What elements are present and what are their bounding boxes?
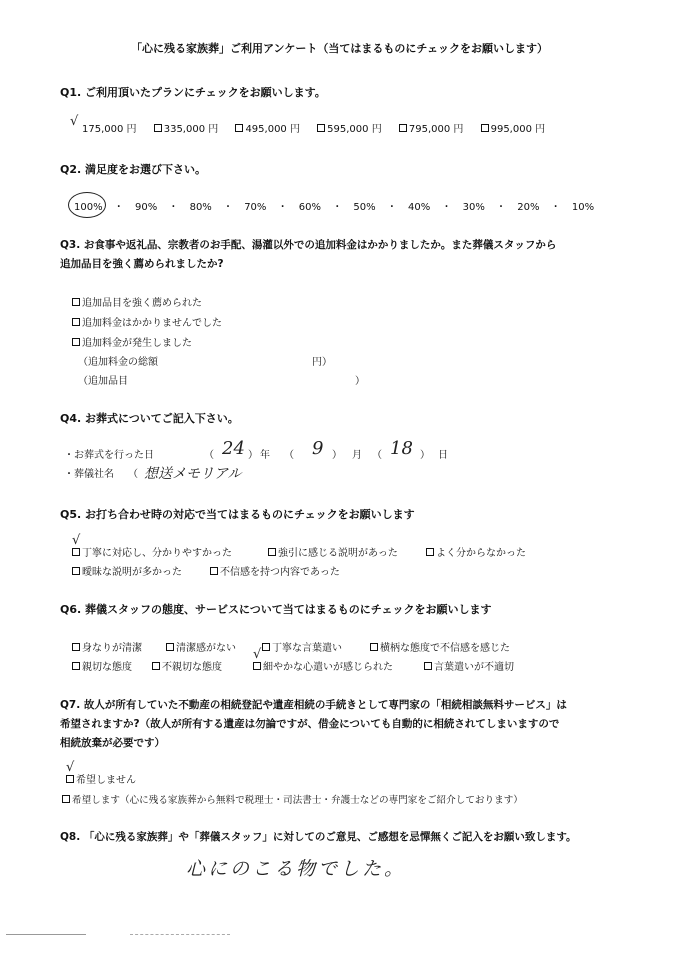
separator: ・ [386,202,397,213]
checkmark-icon: √ [70,114,79,129]
q4-day-value[interactable]: 18 [390,438,413,459]
q1-label: Q1. ご利用頂いたプランにチェックをお願いします。 [60,86,326,99]
q1-option-495000[interactable]: 495,000 円 [235,124,300,135]
q5-label: Q5. お打ち合わせ時の対応で当てはまるものにチェックをお願いします [60,508,415,521]
q1-option-335000[interactable]: 335,000 円 [154,124,219,135]
q3-amount-unit: 円） [312,357,332,368]
q2-option-60[interactable]: 60% [298,202,322,213]
q7-label-line3: 相続放棄が必要です） [60,737,165,749]
q6-option-arrogant[interactable]: 横柄な態度で不信感を感じた [370,639,510,654]
paren: （ [128,469,138,480]
page-title: 「心に残る家族葬」ご利用アンケート（当てはまるものにチェックをお願いします） [130,42,548,55]
q2-option-70[interactable]: 70% [244,202,267,213]
q3-option-extra[interactable]: 追加料金が発生しました [72,334,192,349]
q6-option-clean[interactable]: 身なりが清潔 [72,639,142,654]
q2-option-100[interactable]: 100% [74,202,103,213]
separator: ・ [550,202,561,213]
q1-option-795000[interactable]: 795,000 円 [399,124,464,135]
q5-option-vague[interactable]: 曖昧な説明が多かった [72,563,182,578]
paren: （ [204,450,214,461]
q7-option-yes[interactable]: 希望します（心に残る家族葬から無料で税理士・司法書士・弁護士などの専門家をご紹介しております） [62,792,523,806]
q5-option-distrust[interactable]: 不信感を持つ内容であった [210,563,340,578]
separator: ・ [277,202,288,213]
q1-option-995000[interactable]: 995,000 円 [481,124,546,135]
q6-option-kind[interactable]: 親切な態度 [72,658,132,673]
q3-option-no-extra[interactable]: 追加料金はかかりませんでした [72,314,222,329]
q3-amount-label: （追加料金の総額 [78,357,158,368]
q4-year-value[interactable]: 24 [222,438,245,459]
paren: ） [248,450,258,461]
paren: （ [284,450,294,461]
q2-option-20[interactable]: 20% [517,202,540,213]
q4-staff-label: ・葬儀社名 [64,469,114,480]
q8-answer[interactable]: 心にのこる物でした。 [186,858,407,880]
q6-option-bad-words[interactable]: 言葉遣いが不適切 [424,658,514,673]
separator: ・ [496,202,507,213]
q4-label: Q4. お葬式についてご記入下さい。 [60,412,239,425]
separator: ・ [223,202,233,213]
q2-label: Q2. 満足度をお選び下さい。 [60,163,207,176]
scan-artifact [130,934,230,936]
q1-option-595000[interactable]: 595,000 円 [317,124,382,135]
paren: ） [420,450,430,461]
q6-option-unclean[interactable]: 清潔感がない [166,639,236,654]
q2-options [74,198,594,213]
separator: ・ [332,202,343,213]
q2-option-40[interactable]: 40% [408,202,431,213]
separator: ・ [113,202,124,213]
q2-option-50[interactable]: 50% [353,202,376,213]
q7-label-line1: Q7. 故人が所有していた不動産の相続登記や遺産相続の手続きとして専門家の「相続相談無料サービス」は [60,699,567,711]
separator: ・ [168,202,179,213]
year-unit: 年 [260,450,270,461]
scan-artifact [6,934,86,935]
q3-items-close: ） [355,376,365,387]
q7-option-no[interactable]: 希望しません [66,771,136,786]
paren: ） [332,450,342,461]
q4-date-label: ・お葬式を行った日 [64,450,154,461]
q6-option-polite-words[interactable]: 丁寧な言葉遣い [262,639,342,654]
q3-items-label: （追加品目 [78,376,128,387]
q8-label: Q8. 「心に残る家族葬」や「葬儀スタッフ」に対してのご意見、ご感想を忌憚無くご記入をお願い致します。 [60,831,577,843]
q2-option-80[interactable]: 80% [189,202,212,213]
q5-option-unclear[interactable]: よく分からなかった [426,544,526,559]
q3-label-line2: 追加品目を強く薦められましたか? [60,258,224,270]
q6-option-attentive[interactable]: 細やかな心遣いが感じられた [253,658,393,673]
q2-option-90[interactable]: 90% [134,202,158,213]
q5-option-polite[interactable]: 丁寧に対応し、分かりやすかった [72,544,232,559]
q6-label: Q6. 葬儀スタッフの態度、サービスについて当てはまるものにチェックをお願いします [60,603,492,616]
day-unit: 日 [438,450,448,461]
q4-month-value[interactable]: 9 [312,438,324,459]
q7-label-line2: 希望されますか?（故人が所有する遺産は勿論ですが、借金についても自動的に相続されてしまいますので [60,718,560,730]
checkmark-icon: √ [66,760,75,775]
q6-option-unkind[interactable]: 不親切な態度 [152,658,222,673]
q2-option-10[interactable]: 10% [571,202,595,213]
q5-option-forceful[interactable]: 強引に感じる説明があった [268,544,398,559]
q3-label-line1: Q3. お食事や返礼品、宗教者のお手配、湯灌以外での追加料金はかかりましたか。また葬儀スタッフから [60,239,557,251]
q1-options [70,114,546,135]
q1-option-175000[interactable]: 175,000 円 [82,124,137,135]
q4-staff-value[interactable]: 想送メモリアル [144,466,242,482]
separator: ・ [441,202,452,213]
checkmark-icon: √ [253,647,262,662]
month-unit: 月 [352,450,362,461]
q2-option-30[interactable]: 30% [462,202,485,213]
paren: （ [372,450,382,461]
checkmark-icon: √ [72,533,81,548]
q3-option-pushed[interactable]: 追加品目を強く薦められた [72,294,202,309]
